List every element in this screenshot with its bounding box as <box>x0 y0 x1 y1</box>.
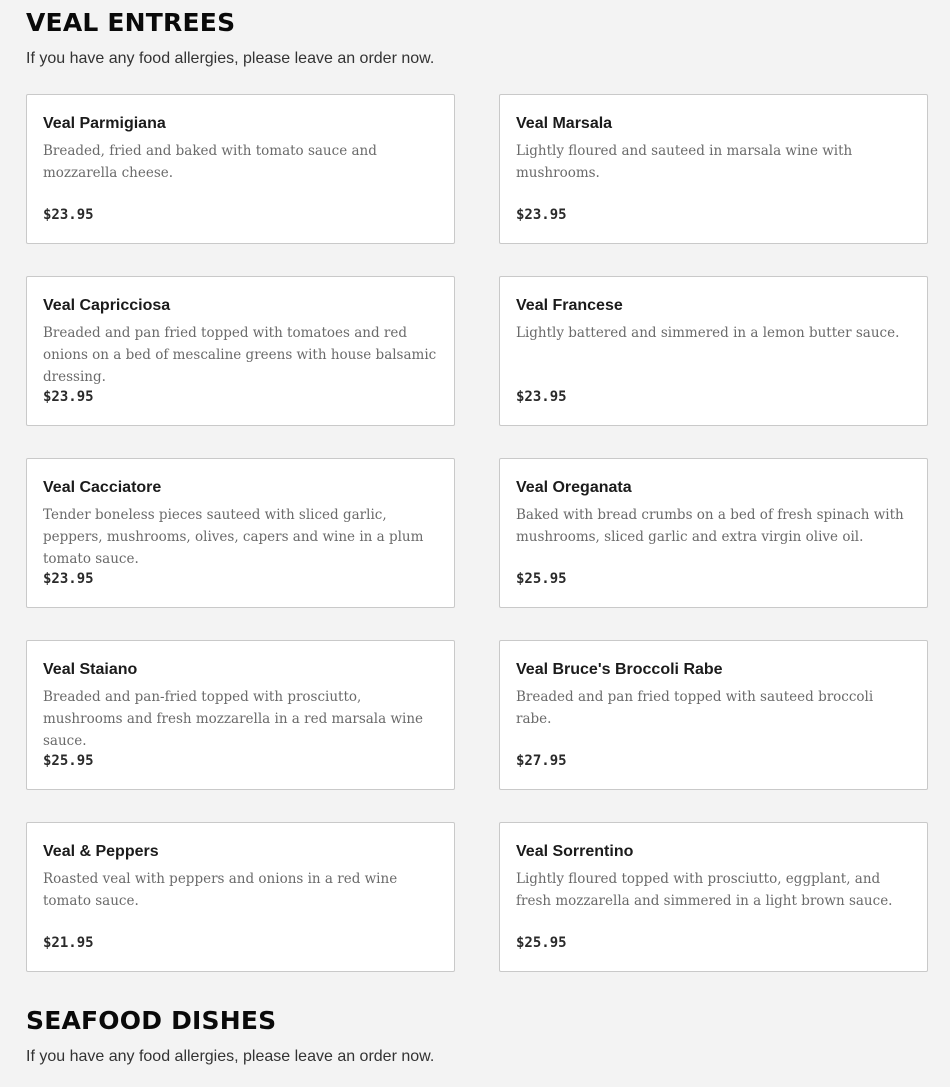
menu-item-name: Veal Francese <box>516 297 623 314</box>
menu-item-card[interactable] <box>499 94 928 244</box>
menu-item-name: Veal Marsala <box>516 115 613 132</box>
menu-item-description: Tender boneless pieces sauteed with sliced garlic, peppers, mushrooms, olives, capers and wine in a plum tomato sauce. <box>43 507 424 567</box>
menu-item-price: $27.95 <box>516 753 567 769</box>
menu-item-price: $25.95 <box>516 571 567 587</box>
menu-item-name: Veal Bruce's Broccoli Rabe <box>516 661 723 678</box>
section-title-seafood-dishes: SEAFOOD DISHES <box>26 1006 277 1035</box>
menu-item-card[interactable] <box>499 822 928 972</box>
menu-item-description: Lightly floured topped with prosciutto, eggplant, and fresh mozzarella and simmered in a light brown sauce. <box>516 871 893 909</box>
menu-item-card[interactable] <box>26 458 455 608</box>
menu-item-card[interactable] <box>26 640 455 790</box>
menu-item-description: Baked with bread crumbs on a bed of fresh spinach with mushrooms, sliced garlic and extra virgin olive oil. <box>516 507 904 545</box>
menu-item-card[interactable] <box>499 458 928 608</box>
menu-item-price: $25.95 <box>43 753 94 769</box>
menu-item-name: Veal Cacciatore <box>43 479 162 496</box>
menu-item-card[interactable] <box>26 822 455 972</box>
menu-item-description: Breaded and pan fried topped with tomatoes and red onions on a bed of mescaline greens with house balsamic dressing. <box>43 325 437 385</box>
menu-item-price: $25.95 <box>516 935 567 951</box>
menu-item-price: $23.95 <box>43 389 94 405</box>
menu-item-description: Breaded and pan fried topped with sauteed broccoli rabe. <box>516 689 874 727</box>
menu-item-description: Lightly battered and simmered in a lemon butter sauce. <box>516 325 900 341</box>
menu-item-card[interactable] <box>499 276 928 426</box>
menu-item-card[interactable] <box>499 640 928 790</box>
menu-item-price: $21.95 <box>43 935 94 951</box>
allergy-note: If you have any food allergies, please leave an order now. <box>26 50 435 67</box>
veal-menu-grid <box>26 94 928 972</box>
menu-item-name: Veal & Peppers <box>43 843 159 860</box>
menu-item-price: $23.95 <box>516 389 567 405</box>
menu-item-description: Breaded, fried and baked with tomato sauce and mozzarella cheese. <box>43 143 377 181</box>
menu-item-card[interactable] <box>26 94 455 244</box>
section-title-veal-entrees: VEAL ENTREES <box>26 8 236 37</box>
menu-item-description: Roasted veal with peppers and onions in a red wine tomato sauce. <box>43 871 398 909</box>
menu-item-description: Lightly floured and sauteed in marsala wine with mushrooms. <box>516 143 853 181</box>
allergy-note: If you have any food allergies, please leave an order now. <box>26 1048 435 1065</box>
menu-item-name: Veal Sorrentino <box>516 843 634 860</box>
menu-item-name: Veal Capricciosa <box>43 297 171 314</box>
menu-item-name: Veal Staiano <box>43 661 138 678</box>
menu-item-card[interactable] <box>26 276 455 426</box>
menu-item-price: $23.95 <box>516 207 567 223</box>
menu-item-description: Breaded and pan-fried topped with prosciutto, mushrooms and fresh mozzarella in a red marsala wine sauce. <box>43 689 424 749</box>
menu-item-name: Veal Oreganata <box>516 479 632 496</box>
menu-item-name: Veal Parmigiana <box>43 115 166 132</box>
menu-item-price: $23.95 <box>43 207 94 223</box>
menu-item-price: $23.95 <box>43 571 94 587</box>
